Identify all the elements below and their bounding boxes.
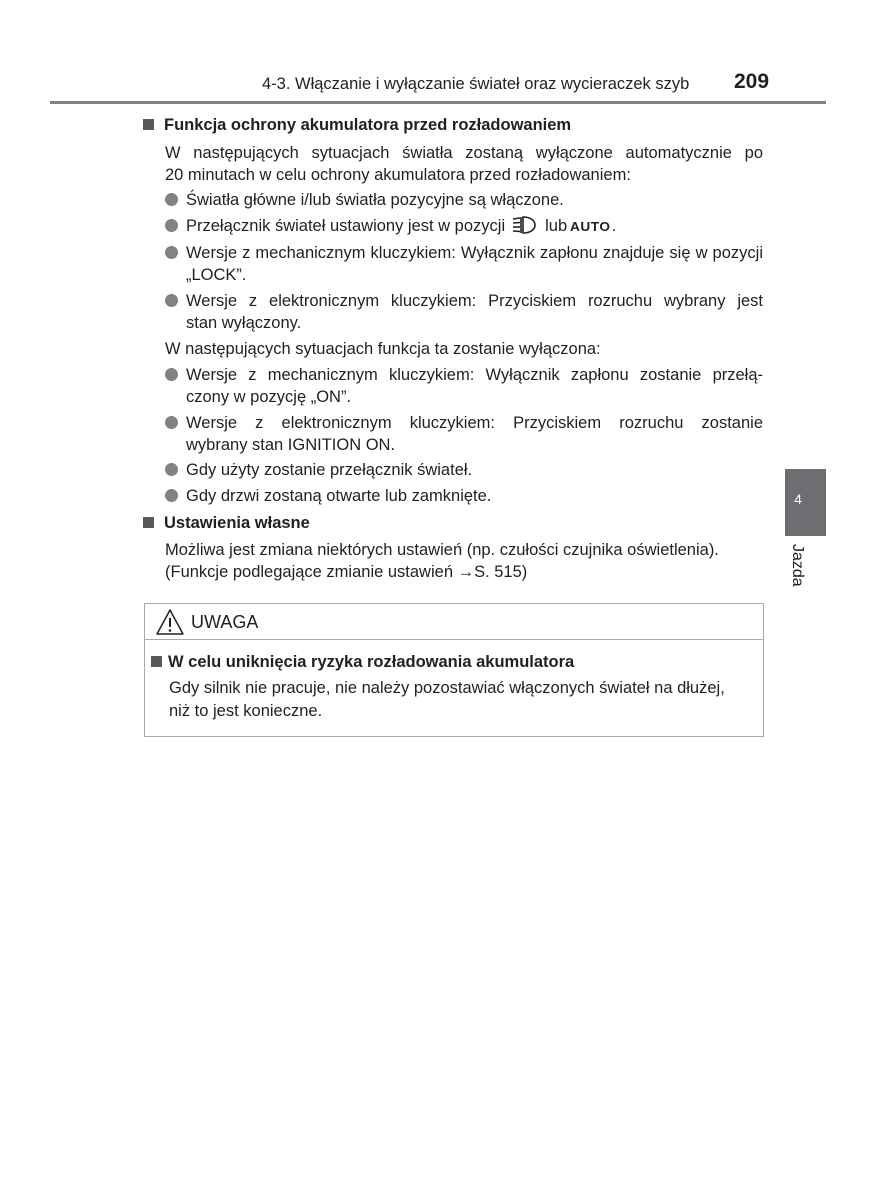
- square-bullet-icon: [143, 517, 154, 528]
- warning-text-line: niż to jest konieczne.: [169, 702, 323, 720]
- chapter-number: 4: [794, 491, 802, 507]
- header-section-title: 4-3. Włączanie i wyłączanie świateł oraz wycieraczek szyb: [262, 75, 690, 93]
- list-item-text: stan wyłączony.: [186, 314, 302, 332]
- section-heading-custom-settings: [143, 514, 310, 533]
- list-item-text: Światła główne i/lub światła pozycyjne są włączone.: [186, 191, 564, 209]
- list-item: [165, 485, 763, 507]
- chapter-label: [786, 544, 808, 604]
- square-bullet-icon: [143, 119, 154, 130]
- warning-subheading: [151, 653, 574, 672]
- warning-triangle-icon: [155, 608, 185, 636]
- list-item: [165, 189, 763, 211]
- list-item: [165, 459, 763, 481]
- chapter-tab: [785, 469, 826, 536]
- bullet-dot-icon: [165, 489, 178, 502]
- list-item-text: Wersje z elektronicznym kluczykiem: Przyciskiem rozruchu zostanie: [186, 414, 763, 432]
- list-item: [165, 242, 763, 286]
- warning-header: [145, 604, 763, 640]
- paragraph-line: 20 minutach w celu ochrony akumulatora przed rozładowaniem:: [165, 166, 631, 184]
- list-item-text: Wersje z mechanicznym kluczykiem: Wyłącznik zapłonu znajduje się w pozycji: [186, 244, 763, 262]
- list-item-text: Wersje z elektronicznym kluczykiem: Przyciskiem rozruchu wybrany jest: [186, 292, 763, 310]
- section-heading-text: Funkcja ochrony akumulatora przed rozładowaniem: [164, 116, 572, 134]
- paragraph-line: (Funkcje podlegające zmianie ustawień →S. 515): [165, 563, 528, 581]
- square-bullet-icon: [151, 656, 162, 667]
- warning-text-line: Gdy silnik nie pracuje, nie należy pozostawiać włączonych świateł na dłużej,: [169, 679, 725, 697]
- header-rule: [50, 101, 826, 104]
- headlight-icon: [511, 215, 541, 235]
- list-item-text-before: Przełącznik świateł ustawiony jest w pozycji: [186, 217, 506, 235]
- bullet-dot-icon: [165, 368, 178, 381]
- paragraph-line: Możliwa jest zmiana niektórych ustawień (np. czułości czujnika oświetlenia).: [165, 541, 719, 559]
- page-number: 209: [734, 70, 770, 93]
- list-item-text: „LOCK”.: [186, 266, 247, 284]
- list-item: [165, 215, 763, 238]
- list-item-text: Gdy drzwi zostaną otwarte lub zamknięte.: [186, 487, 492, 505]
- paragraph-line: W następujących sytuacjach funkcja ta zostanie wyłączona:: [165, 340, 601, 358]
- bullet-dot-icon: [165, 246, 178, 259]
- chapter-label-text: Jazda: [789, 544, 806, 587]
- list-item-text: Wersje z mechanicznym kluczykiem: Wyłącznik zapłonu zostanie przełą-: [186, 366, 763, 384]
- section-heading-battery-saver: [143, 116, 571, 135]
- section-heading-text: Ustawienia własne: [164, 514, 310, 532]
- bullet-dot-icon: [165, 193, 178, 206]
- list-item-text: [186, 215, 763, 238]
- list-item-text: wybrany stan IGNITION ON.: [186, 436, 396, 454]
- list-item: [165, 290, 763, 334]
- list-item: [165, 364, 763, 408]
- paragraph-line: W następujących sytuacjach światła zostaną wyłączone automatycznie po: [165, 144, 763, 162]
- bullet-dot-icon: [165, 294, 178, 307]
- warning-box: [144, 603, 764, 737]
- list-item-text-mid: lub: [545, 217, 568, 235]
- list-item-text: czony w pozycję „ON”.: [186, 388, 352, 406]
- bullet-dot-icon: [165, 219, 178, 232]
- warning-text: [169, 677, 754, 723]
- warning-subheading-text: W celu uniknięcia ryzyka rozładowania akumulatora: [168, 653, 575, 671]
- list-item-text: Gdy użyty zostanie przełącznik świateł.: [186, 461, 473, 479]
- bullet-dot-icon: [165, 463, 178, 476]
- warning-title: UWAGA: [191, 612, 259, 632]
- list-item-text-after: .: [611, 217, 617, 235]
- auto-icon: AUTO: [570, 219, 611, 234]
- list-item: [165, 412, 763, 456]
- bullet-dot-icon: [165, 416, 178, 429]
